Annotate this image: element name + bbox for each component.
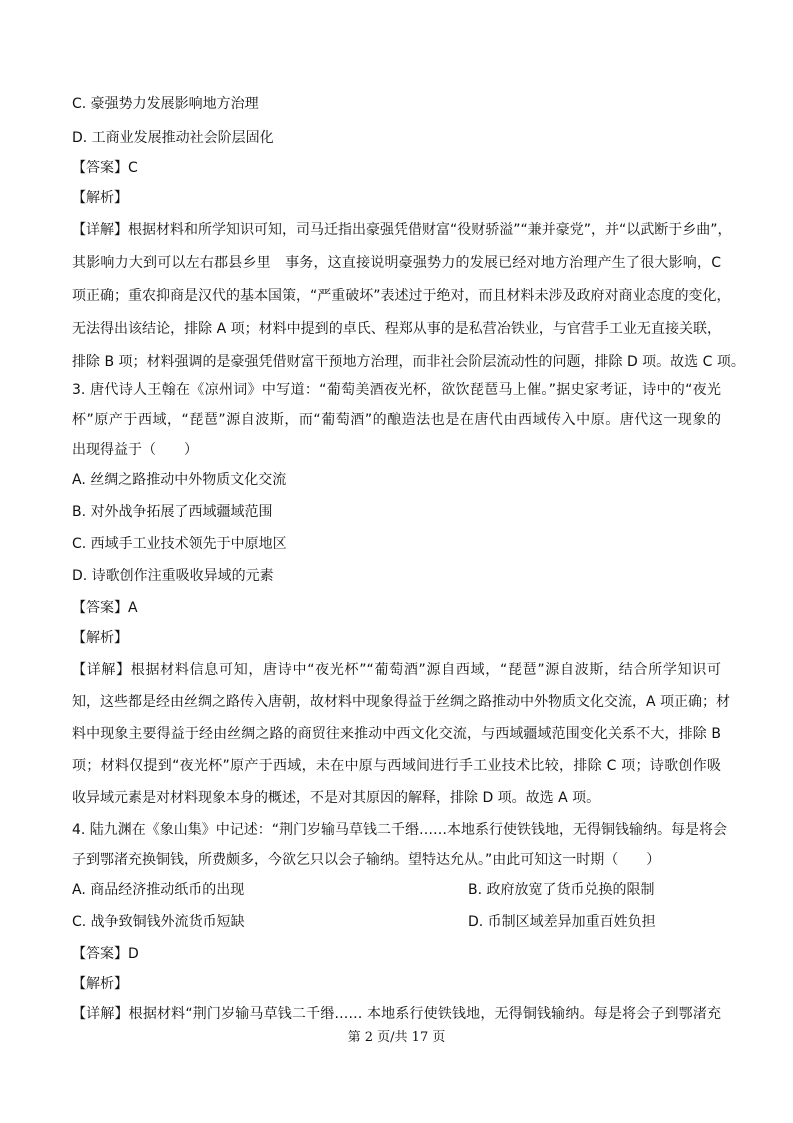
q2-analysis-label: 【解析】 [72,190,128,206]
q3-detail-line: 收异域元素是对材料现象本身的概述，不是对其原因的解释，排除 D 项。故选 A 项。 [72,790,601,806]
q3-stem-line: 杯”原产于西域，“琵琶”源自波斯，而“葡萄酒”的酿造法也是在唐代由西域传入中原。唐代这一现象的 [72,412,721,428]
q4-analysis-label: 【解析】 [72,976,128,992]
q2-detail-line: 无法得出该结论，排除 A 项；材料中提到的卓氏、程郑从事的是私营冶铁业，与官营手工业无直接关联， [72,321,721,337]
q4-detail-line: 【详解】根据材料“荆门岁输马草钱二千缗…… 本地系行使铁钱地，无得铜钱输纳。每是将会子到鄂渚充 [72,1006,721,1022]
q2-detail-line: 排除 B 项；材料强调的是豪强凭借财富干预地方治理，而非社会阶层流动性的问题，排除 D 项。故选 C 项。 [72,354,745,370]
q2-option-c: C. 豪强势力发展影响地方治理 [72,96,259,112]
q3-option-c: C. 西域手工业技术领先于中原地区 [72,536,287,552]
q4-option-b: B. 政府放宽了货币兑换的限制 [468,882,655,898]
q3-analysis-label: 【解析】 [72,630,128,646]
q3-stem-line: 出现得益于（ ） [72,442,198,458]
q4-option-a: A. 商品经济推动纸币的出现 [72,882,245,898]
q2-detail-line: 其影响力大到可以左右郡县乡里 事务，这直接说明豪强势力的发展已经对地方治理产生了很大影响，C [72,255,721,271]
q3-detail-line: 知，这些都是经由丝绸之路传入唐朝，故材料中现象得益于丝绸之路推动中外物质文化交流，A 项正确；材 [72,694,731,710]
q2-detail-line: 【详解】根据材料和所学知识可知，司马迁指出豪强凭借财富“役财骄溢”“兼并豪党”，并“以武断于乡曲”， [72,222,732,238]
q3-option-b: B. 对外战争拓展了西域疆域范围 [72,504,273,520]
q4-stem-line: 子到鄂渚充换铜钱，所费颇多，今欲乞只以会子输纳。望特达允从。”由此可知这一时期（ ） [72,852,661,868]
q3-stem-line: 3. 唐代诗人王翰在《凉州词》中写道：“葡萄美酒夜光杯，欲饮琵琶马上催。”据史家考证，诗中的“夜光 [72,382,721,398]
q3-option-a: A. 丝绸之路推动中外物质文化交流 [72,472,287,488]
q3-option-d: D. 诗歌创作注重吸收异域的元素 [72,568,274,584]
q4-answer: 【答案】D [72,946,139,962]
q4-options-row-2 [72,912,721,932]
q4-option-c: C. 战争致铜钱外流货币短缺 [72,914,245,930]
q3-detail-line: 项；材料仅提到“夜光杯”原产于西域，未在中原与西域间进行手工业技术比较，排除 C 项；诗歌创作吸 [72,758,721,774]
q4-option-d: D. 币制区域差异加重百姓负担 [468,914,656,930]
q3-answer: 【答案】A [72,600,138,616]
q3-detail-line: 【详解】根据材料信息可知，唐诗中“夜光杯”“葡萄酒”源自西域，“琵琶”源自波斯，结合所学知识可 [72,662,721,678]
q2-detail-line: 项正确；重农抑商是汉代的基本国策，“严重破坏”表述过于绝对，而且材料未涉及政府对商业态度的变化， [72,288,731,304]
q3-detail-line: 料中现象主要得益于经由丝绸之路的商贸往来推动中西文化交流，与西域疆域范围变化关系不大，排除 B [72,726,721,742]
q4-options-row-1 [72,880,721,900]
q2-answer: 【答案】C [72,160,138,176]
q2-option-d: D. 工商业发展推动社会阶层固化 [72,130,274,146]
page-footer: 第 2 页/共 17 页 [347,1030,446,1045]
q4-stem-line: 4. 陆九渊在《象山集》中记述：“荆门岁输马草钱二千缗……本地系行使铁钱地，无得铜钱输纳。每是将会 [72,822,728,838]
